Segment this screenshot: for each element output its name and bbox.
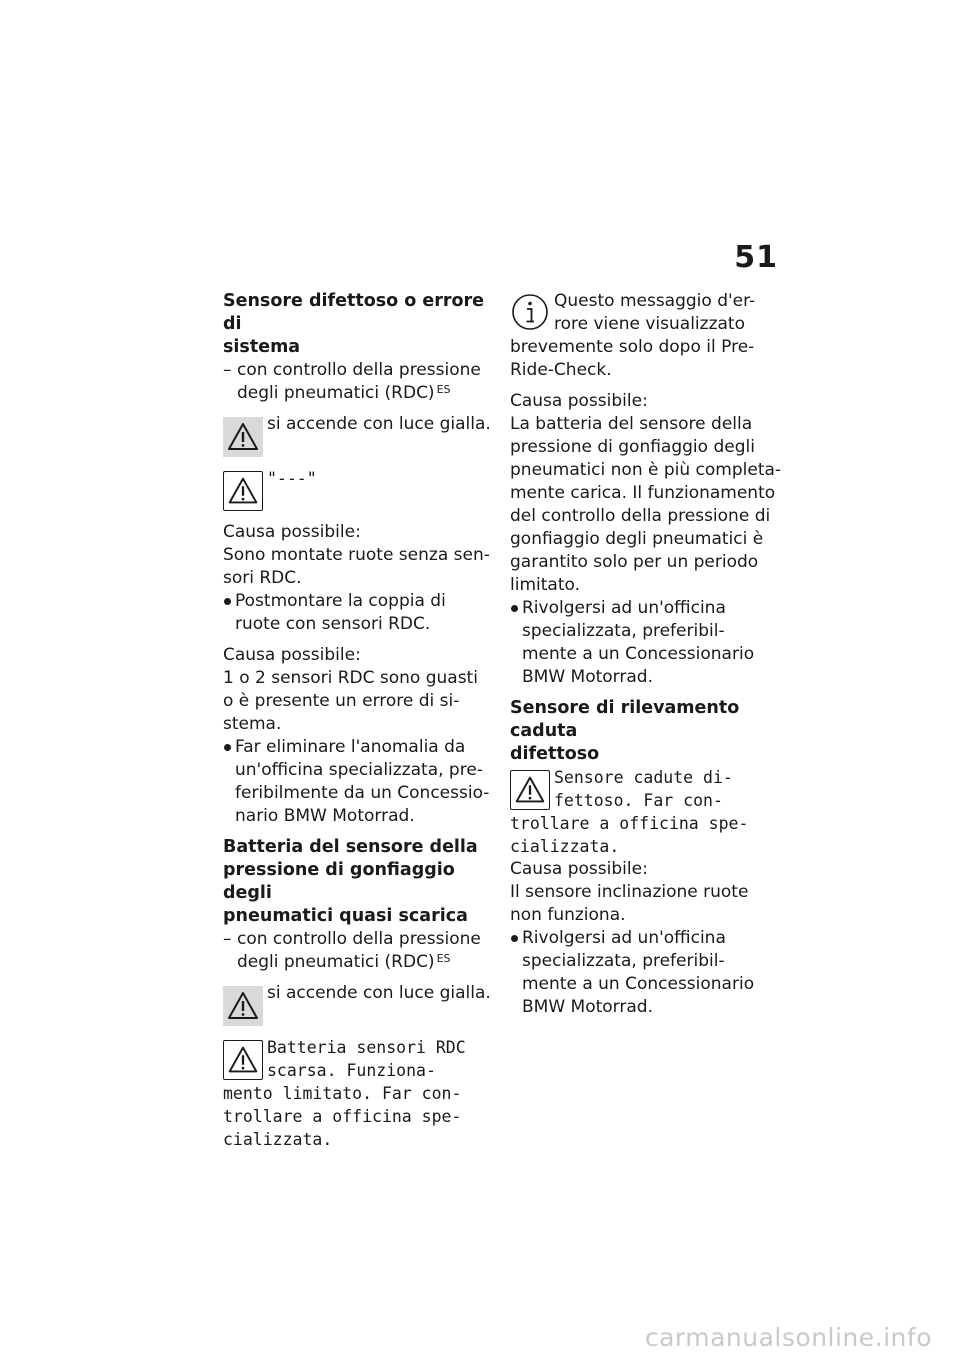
display-message-block: Batteria sensori RDC scarsa. Funziona- mento limitato. Far con- trollare a officina spe- cializzata. xyxy=(223,1038,466,1149)
cause-label: Causa possibile: xyxy=(510,859,648,879)
warning-triangle-grey-icon xyxy=(223,986,263,1026)
page-number: 51 xyxy=(734,240,778,275)
light-yellow-text: si accende con luce gialla. xyxy=(267,414,491,434)
left-column: Sensore difettoso o errore di sistema – con controllo della pressione degli pneumatici (RDC) $^{ES}$ si accende con luce gialla. "---" Causa possibile: Sono montate ruote senza sen- sori RDC. Postmontare la coppia di ruote con sensori RDC. Causa possibile: 1 o 2 sensori RDC sono guasti o è presente un errore di si- stema. Far eliminare l'anomalia da un'officina specializzata, pre- feribilmente da un Concessio- nario BMW Motorrad. Batteria del sensore della pressione di gonfiaggio degli pneumatici quasi scarica – con controllo della pressione degli pneumatici (RDC) $^{ES}$ si accende con luce gialla. Batteria sensori RDC scarsa. Funziona- mento limitato. Far con- trollare a officina spe- cializzata. xyxy=(223,290,491,1151)
cause-label: Causa possibile: xyxy=(223,645,361,665)
condition-rdc: – con controllo della pressione degli pneumatici (RDC) $^{ES}$ xyxy=(223,359,491,405)
right-column: Questo messaggio d'er- rore viene visualizzato brevemente solo dopo il Pre- Ride-Check. Causa possibile: La batteria del sensore della pressione di gonfiaggio degli pneumatici non è più completa- mente carica. Il funzionamento del controllo della pressione di gonfiaggio degli pneumatici è garantito solo per un periodo limitato. Rivolgersi ad un'officina specializzata, preferibil- mente a un Concessionario BMW Motorrad. Sensore di rilevamento caduta difettoso Sensore cadute di- fettoso. Far con- trollare a officina spe- cializzata. Causa possibile: Il sensore inclinazione ruote non funziona. Rivolgersi ad un'officina specializzata, preferibil- mente a un Concessionario BMW Motorrad. xyxy=(510,291,782,1017)
section-title-sensor-fault: Sensore difettoso o errore di sistema xyxy=(223,291,485,357)
warning-triangle-outline-icon xyxy=(223,1040,263,1080)
section-title-battery-low: Batteria del sensore della pressione di gonfiaggio degli pneumatici quasi scarica xyxy=(223,837,478,926)
action-item: Postmontare la coppia di ruote con sensori RDC. xyxy=(223,590,491,636)
warning-light-row xyxy=(223,413,491,459)
es-superscript: ES xyxy=(436,383,451,396)
action-item: Far eliminare l'anomalia da un'officina specializzata, pre- feribilmente da un Concessio- nario BMW Motorrad. xyxy=(223,736,491,828)
action-item: Rivolgersi ad un'officina specializzata, preferibil- mente a un Concessionario BMW Motorrad. xyxy=(510,927,782,1019)
cause-label: Causa possibile: xyxy=(510,391,648,411)
display-message-block: Sensore cadute di- fettoso. Far con- trollare a officina spe- cializzata. xyxy=(510,768,749,856)
warning-triangle-outline-icon xyxy=(510,770,550,810)
warning-triangle-grey-icon xyxy=(223,417,263,457)
cause-label: Causa possibile: xyxy=(223,522,361,542)
watermark: carmanualsonline.info xyxy=(644,1323,932,1352)
info-note: Questo messaggio d'er- rore viene visualizzato brevemente solo dopo il Pre- Ride-Check. xyxy=(510,291,756,380)
light-yellow-text: si accende con luce gialla. xyxy=(267,983,491,1003)
action-item: Rivolgersi ad un'officina specializzata, preferibil- mente a un Concessionario BMW Motorrad. xyxy=(510,597,782,689)
display-row xyxy=(223,467,491,513)
info-icon xyxy=(510,292,550,332)
warning-triangle-outline-icon xyxy=(223,471,263,511)
section-title-fall-sensor: Sensore di rilevamento caduta difettoso xyxy=(510,698,740,764)
warning-light-row xyxy=(223,982,491,1028)
es-superscript: ES xyxy=(436,952,451,965)
condition-rdc: – con controllo della pressione degli pneumatici (RDC) $^{ES}$ xyxy=(223,928,491,974)
display-message: "---" xyxy=(267,469,317,488)
